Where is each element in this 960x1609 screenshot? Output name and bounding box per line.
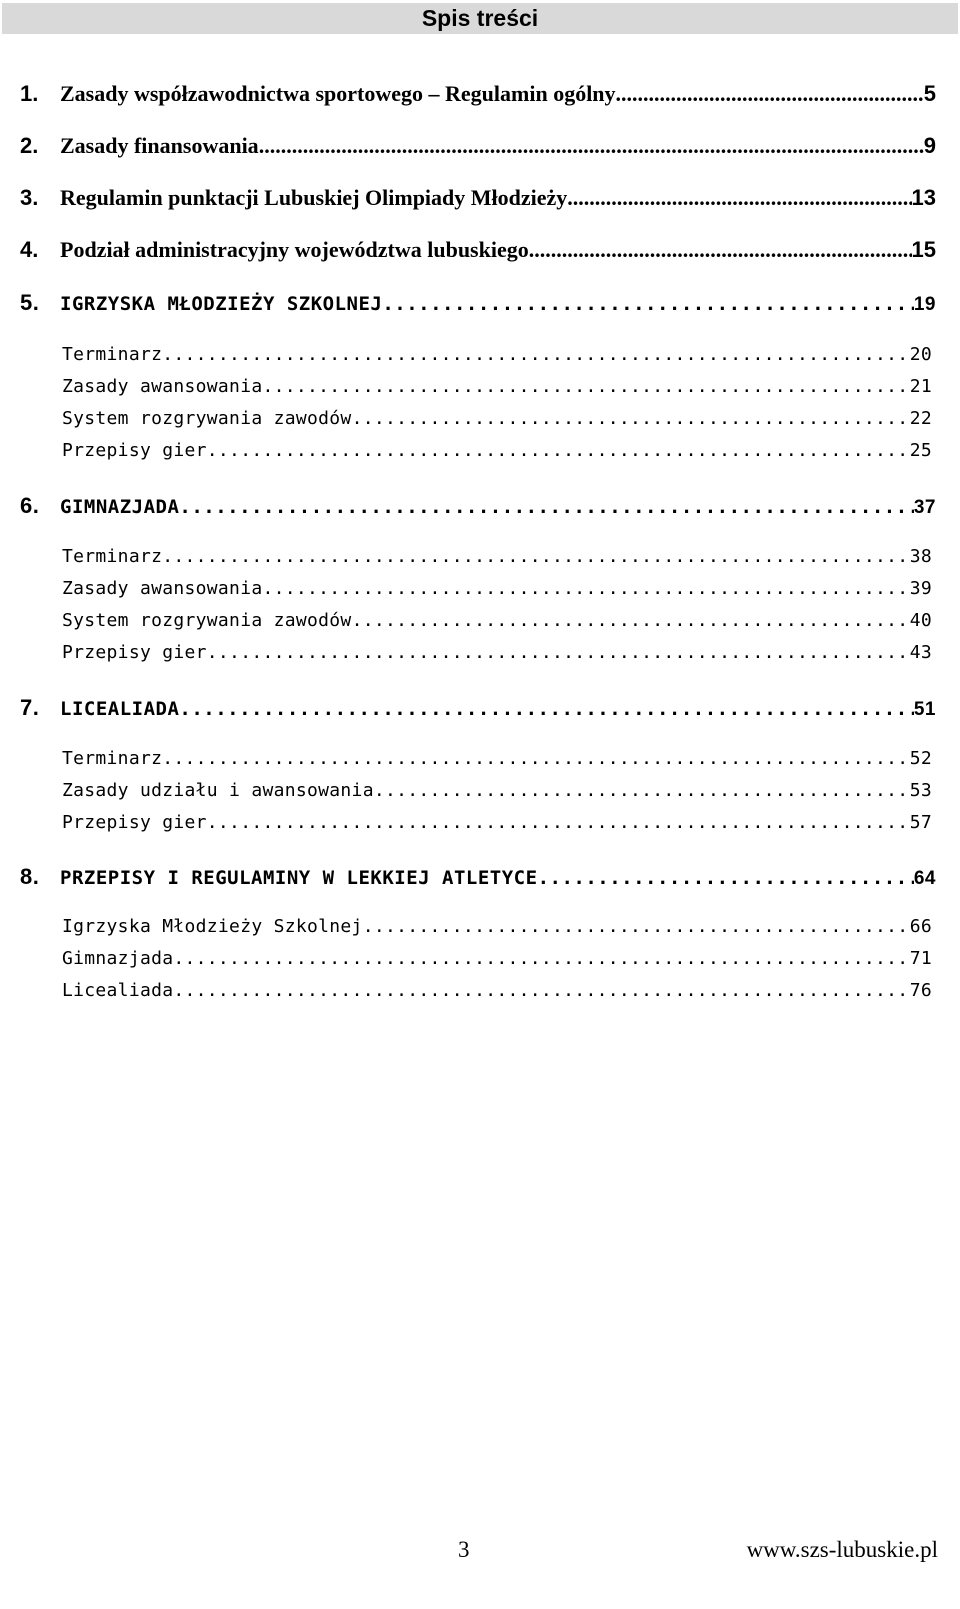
toc-leader-dots [207,642,910,663]
toc-subentry-label: System rozgrywania zawodów [62,610,352,631]
toc-entry-7[interactable] [20,695,936,727]
toc-leader-dots [382,293,914,315]
toc-entry-page: 64 [913,868,936,889]
toc-subentry-page: 21 [909,376,932,397]
toc-entry-4[interactable] [20,237,936,269]
toc-subentry-label: Przepisy gier [62,642,207,663]
toc-leader-dots [173,980,909,1001]
toc-subentry-label: Licealiada [62,980,174,1001]
toc-title-bar [2,3,958,34]
toc-leader-dots [352,408,910,429]
toc-subentry-label: Terminarz [62,546,163,567]
toc-entry-label: Podział administracyjny województwa lubuskiego [60,237,529,262]
toc-subentry-label: Przepisy gier [62,440,207,461]
toc-subentry-page: 57 [909,812,932,833]
toc-subentry-page: 76 [909,980,932,1001]
toc-entry-number: 8. [20,864,40,889]
footer-page-number: 3 [458,1537,470,1562]
toc-subentry-label: System rozgrywania zawodów [62,408,352,429]
toc-subentry-label: Zasady udziału i awansowania [62,780,374,801]
toc-leader-dots [207,812,910,833]
toc-subentry[interactable] [62,642,932,672]
toc-leader-dots [162,344,909,365]
toc-entry-number: 3. [20,185,39,210]
toc-subentry[interactable] [62,916,932,946]
toc-leader-dots [567,185,911,211]
toc-entry-label: Regulamin punktacji Lubuskiej Olimpiady Młodzieży [60,185,568,210]
toc-subentry[interactable] [62,748,932,778]
toc-subentry[interactable] [62,948,932,978]
toc-subentry-label: Terminarz [62,344,163,365]
toc-entry-number: 5. [20,290,40,315]
toc-entry-number: 1. [20,81,39,106]
toc-leader-dots [352,610,910,631]
toc-subentry-label: Igrzyska Młodzieży Szkolnej [62,916,363,937]
toc-subentry-page: 66 [909,916,932,937]
toc-leader-dots [173,948,909,969]
toc-entry-page: 37 [913,497,936,518]
toc-entry-6[interactable] [20,493,936,525]
toc-entry-number: 6. [20,493,40,518]
footer-url: www.szs-lubuskie.pl [746,1537,938,1562]
toc-entry-number: 7. [20,695,40,720]
toc-subentry[interactable] [62,610,932,640]
toc-leader-dots [207,440,910,461]
toc-leader-dots [162,546,909,567]
toc-entry-number: 4. [20,237,39,262]
toc-subentry-page: 52 [909,748,932,769]
toc-subentry-page: 20 [909,344,932,365]
toc-subentry-label: Terminarz [62,748,163,769]
toc-leader-dots [374,780,910,801]
toc-subentry-page: 40 [909,610,932,631]
toc-leader-dots [259,133,924,159]
toc-leader-dots [162,748,909,769]
toc-entry-page: 19 [913,294,936,315]
toc-subentry-page: 71 [909,948,932,969]
toc-entry-page: 5 [923,81,936,106]
toc-subentry[interactable] [62,812,932,842]
toc-leader-dots [529,237,912,263]
toc-entry-page: 9 [923,133,936,158]
toc-leader-dots [179,496,913,518]
toc-entry-page: 15 [911,237,936,262]
toc-leader-dots [262,376,909,397]
toc-leader-dots [179,698,913,720]
toc-entry-1[interactable] [20,81,936,113]
toc-subentry-page: 38 [909,546,932,567]
toc-entry-8[interactable] [20,864,936,896]
toc-subentry-page: 43 [909,642,932,663]
toc-subentry[interactable] [62,546,932,576]
toc-leader-dots [616,81,924,107]
toc-subentry[interactable] [62,408,932,438]
toc-subentry-label: Zasady awansowania [62,376,263,397]
toc-title: Spis treści [421,5,539,31]
toc-entry-number: 2. [20,133,39,158]
toc-subentry[interactable] [62,344,932,374]
toc-subentry-label: Przepisy gier [62,812,207,833]
toc-subentry-page: 25 [909,440,932,461]
toc-entry-label: LICEALIADA [60,698,180,720]
toc-leader-dots [262,578,909,599]
toc-entry-label: GIMNAZJADA [60,496,180,518]
toc-subentry[interactable] [62,780,932,810]
toc-subentry-page: 22 [909,408,932,429]
toc-leader-dots [363,916,910,937]
toc-entry-label: Zasady finansowania [60,133,259,158]
toc-subentry[interactable] [62,578,932,608]
toc-subentry-page: 39 [909,578,932,599]
toc-subentry[interactable] [62,440,932,470]
toc-entry-2[interactable] [20,133,936,165]
toc-subentry-label: Zasady awansowania [62,578,263,599]
toc-subentry-page: 53 [909,780,932,801]
toc-entry-label: IGRZYSKA MŁODZIEŻY SZKOLNEJ [60,293,383,315]
toc-subentry[interactable] [62,376,932,406]
toc-entry-3[interactable] [20,185,936,217]
toc-leader-dots [538,867,914,889]
toc-entry-label: PRZEPISY I REGULAMINY W LEKKIEJ ATLETYCE [60,867,538,889]
toc-entry-page: 51 [913,699,936,720]
toc-entry-page: 13 [911,185,936,210]
toc-subentry-label: Gimnazjada [62,948,174,969]
toc-entry-label: Zasady współzawodnictwa sportowego – Regulamin ogólny [60,81,616,106]
toc-subentry[interactable] [62,980,932,1010]
toc-entry-5[interactable] [20,290,936,322]
